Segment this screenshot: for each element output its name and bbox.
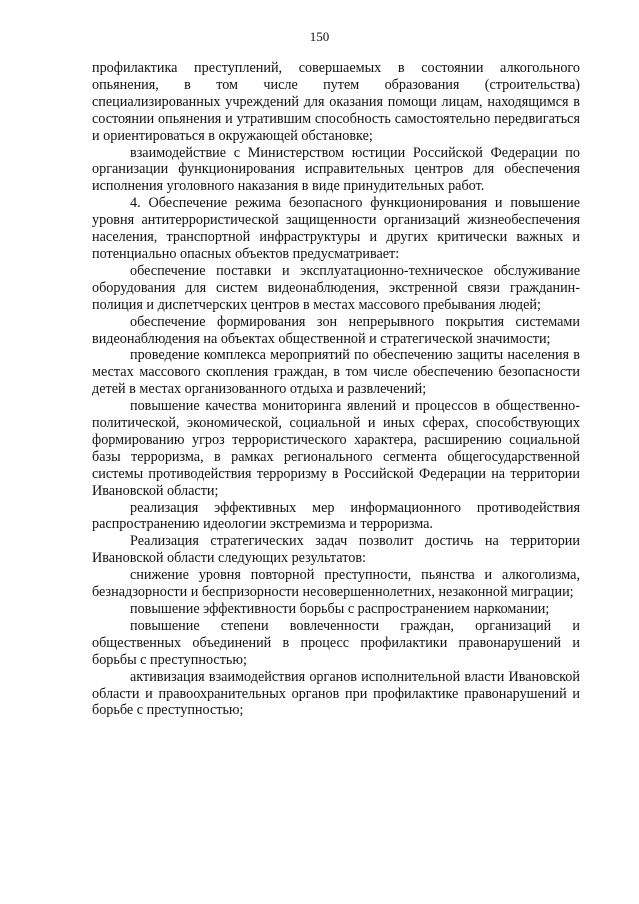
paragraph: повышение качества мониторинга явлений и процессов в общественно-политической, экономической, социальной и иных сферах, способствующих формированию угроз террористического характера, расширению социальной базы терроризма, в рамках регионального сегмента общегосударственной системы противодействия терроризму в Российской Федерации на территории Ивановской области; [92,398,580,499]
paragraph: снижение уровня повторной преступности, пьянства и алкоголизма, безнадзорности и беспризорности несовершеннолетних, незаконной миграции; [92,567,580,601]
paragraph: активизация взаимодействия органов исполнительной власти Ивановской области и правоохранительных органов при профилактике правонарушений и борьбе с преступностью; [92,668,580,719]
paragraph: Реализация стратегических задач позволит достичь на территории Ивановской области следующих результатов: [92,533,580,567]
body-text [92,60,580,719]
paragraph: обеспечение поставки и эксплуатационно-техническое обслуживание оборудования для систем видеонаблюдения, экстренной связи гражданин-полиция и диспетчерских центров в местах массового пребывания людей; [92,262,580,313]
paragraph: повышение эффективности борьбы с распространением наркомании; [130,601,550,617]
paragraph: реализация эффективных мер информационного противодействия распространению идеологии экстремизма и терроризма. [92,499,580,533]
paragraph: взаимодействие с Министерством юстиции Российской Федерации по организации функционирования исправительных центров для обеспечения исполнения уголовного наказания в виде принудительных работ. [92,144,580,195]
paragraph: обеспечение формирования зон непрерывного покрытия системами видеонаблюдения на объектах общественной и стратегической значимости; [92,313,580,347]
paragraph: проведение комплекса мероприятий по обеспечению защиты населения в местах массового скопления граждан, в том числе обеспечению безопасности детей в местах организованного отдыха и развлечений; [92,347,580,398]
page-number: 150 [309,29,330,44]
paragraph: профилактика преступлений, совершаемых в состоянии алкогольного опьянения, в том числе путем образования (строительства) специализированных учреждений для оказания помощи лицам, находящимся в состоянии опьянения и утратившим способность самостоятельно передвигаться и ориентироваться в окружающей обстановке; [92,60,580,144]
paragraph: 4. Обеспечение режима безопасного функционирования и повышение уровня антитеррористической защищенности организаций жизнеобеспечения населения, транспортной инфраструктуры и других критически важных и потенциально опасных объектов предусматривает: [92,195,580,262]
paragraph: повышение степени вовлеченности граждан, организаций и общественных объединений в процесс профилактики правонарушений и борьбы с преступностью; [92,617,580,668]
